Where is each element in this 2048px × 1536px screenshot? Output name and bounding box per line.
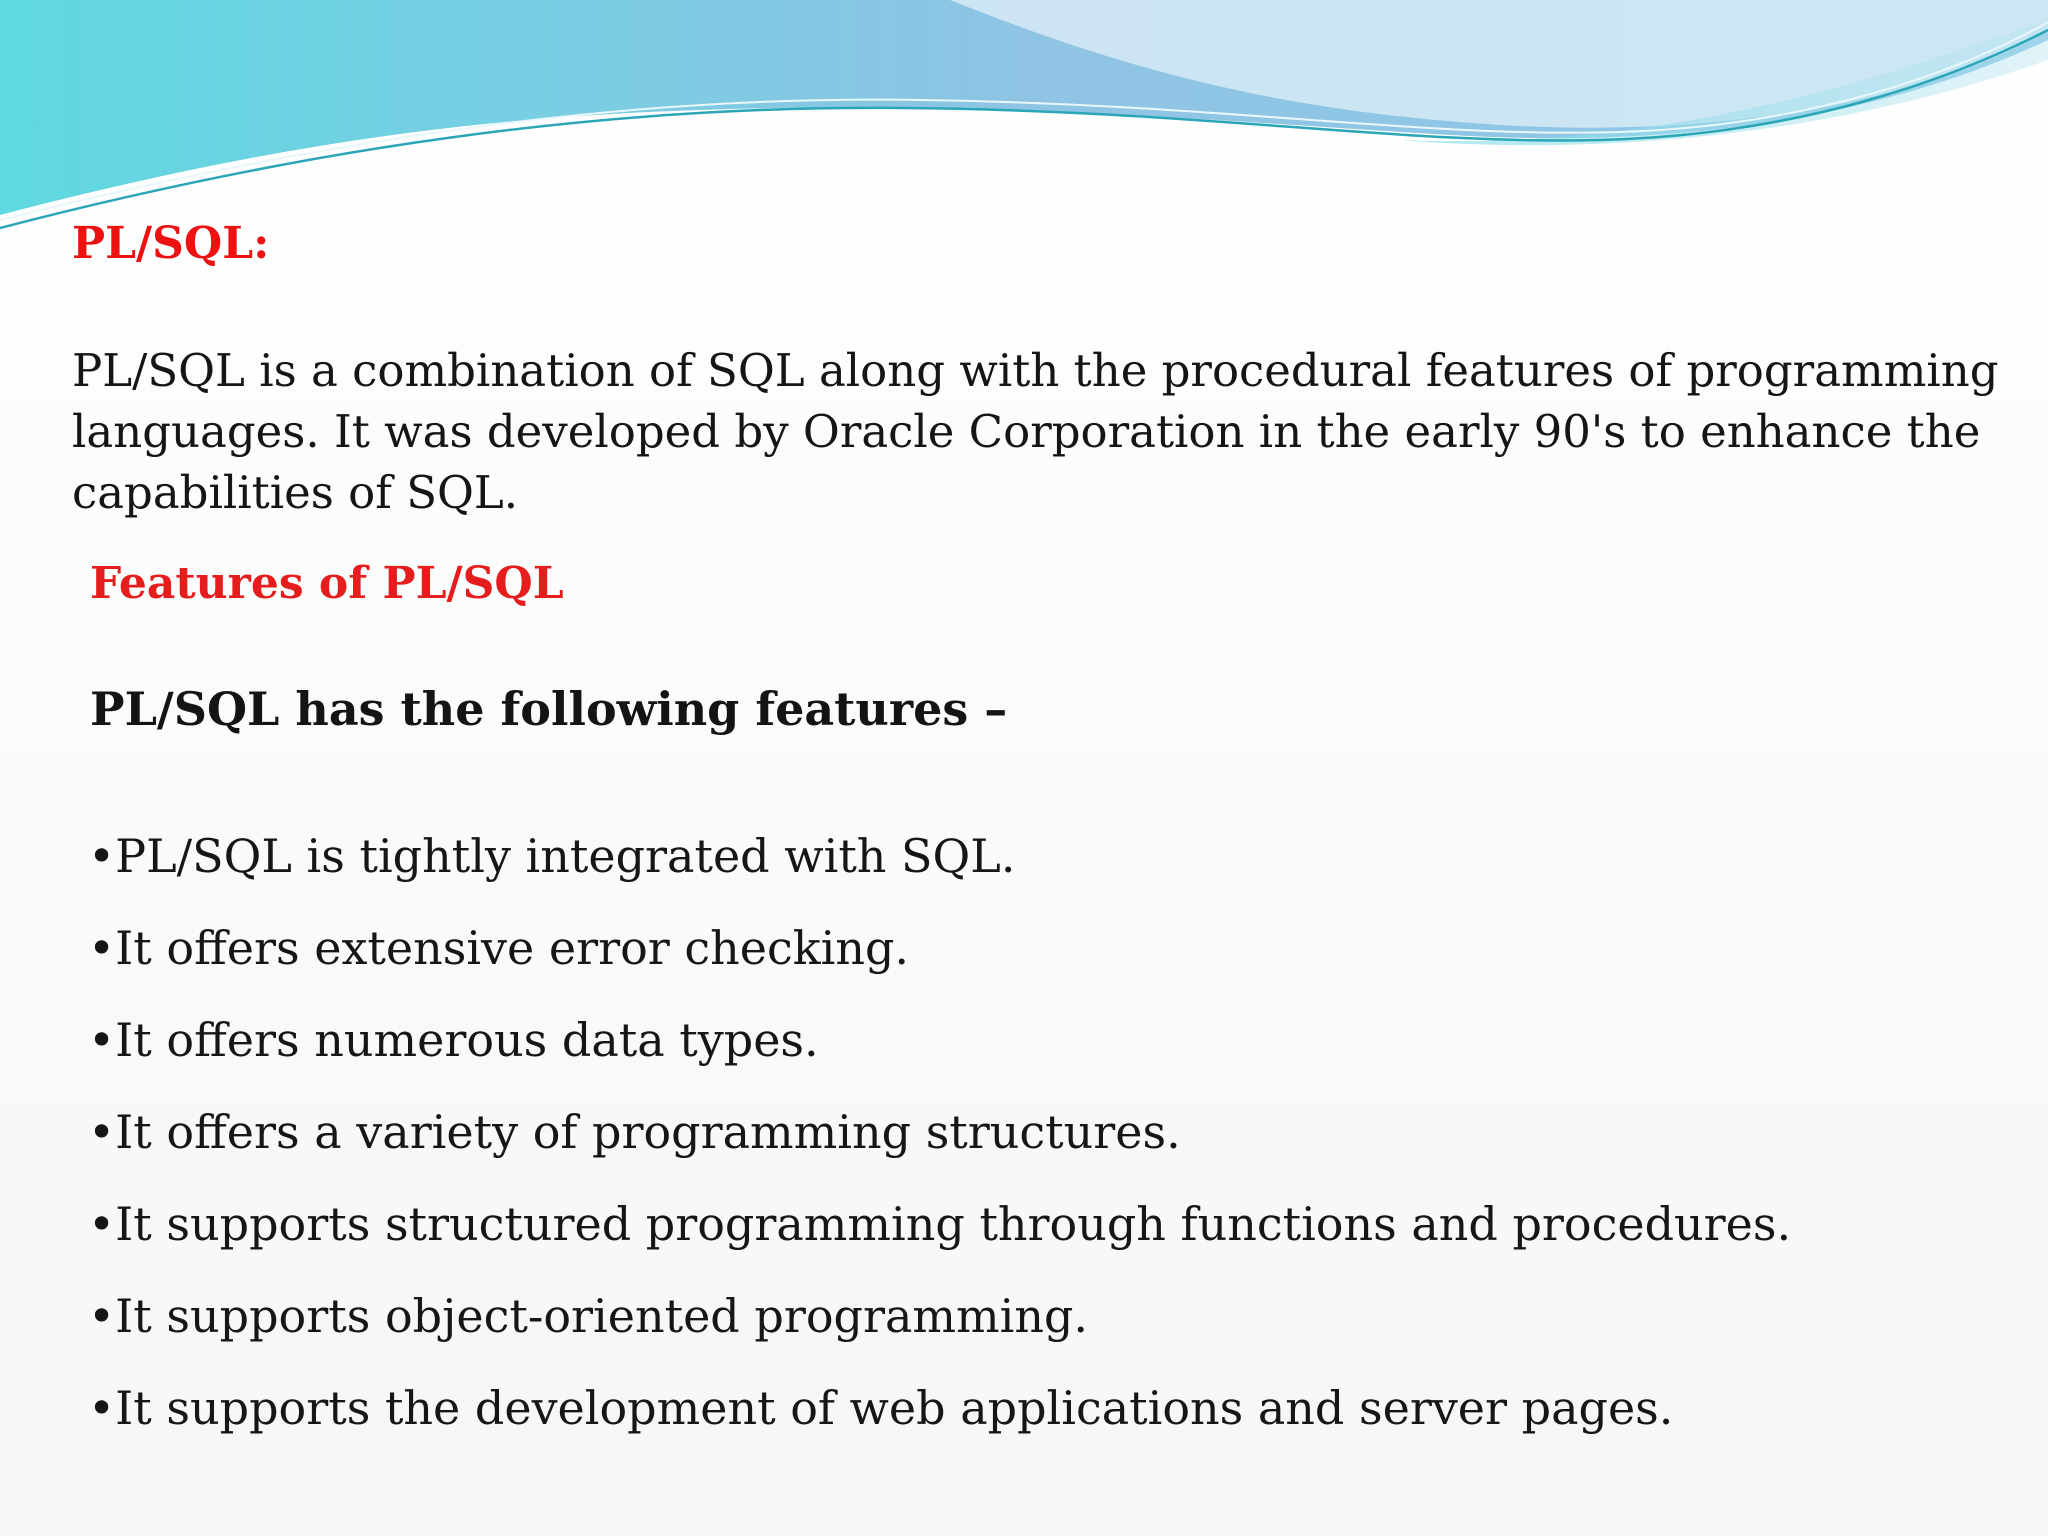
list-item-text: It offers extensive error checking. xyxy=(115,921,910,975)
bullet-glyph: • xyxy=(88,1197,116,1251)
bullet-glyph: • xyxy=(88,1381,116,1435)
features-heading: Features of PL/SQL xyxy=(90,558,564,609)
list-item xyxy=(88,1004,1791,1096)
list-item-text: It offers a variety of programming structures. xyxy=(115,1105,1181,1159)
list-item-text: It supports object-oriented programming. xyxy=(115,1289,1089,1343)
bullet-glyph: • xyxy=(88,921,116,975)
bullet-glyph: • xyxy=(88,1105,116,1159)
list-item-text: It supports the development of web applications and server pages. xyxy=(115,1381,1674,1435)
list-item xyxy=(88,820,1791,912)
features-list xyxy=(88,820,1791,1464)
list-item-text: PL/SQL is tightly integrated with SQL. xyxy=(115,829,1016,883)
wave-decoration xyxy=(0,0,2048,240)
list-item-text: It supports structured programming through functions and procedures. xyxy=(115,1197,1792,1251)
list-item xyxy=(88,1280,1791,1372)
list-item xyxy=(88,912,1791,1004)
list-item xyxy=(88,1372,1791,1464)
list-item xyxy=(88,1188,1791,1280)
features-subheading: PL/SQL has the following features – xyxy=(90,682,1008,736)
bullet-glyph: • xyxy=(88,1013,116,1067)
bullet-glyph: • xyxy=(88,829,116,883)
slide-title: PL/SQL: xyxy=(72,218,270,269)
intro-paragraph: PL/SQL is a combination of SQL along with the procedural features of programming languages. It was developed by Oracle Corporation in the early 90's to enhance the capabilities of SQL. xyxy=(72,344,1999,519)
list-item-text: It offers numerous data types. xyxy=(115,1013,819,1067)
bullet-glyph: • xyxy=(88,1289,116,1343)
list-item xyxy=(88,1096,1791,1188)
